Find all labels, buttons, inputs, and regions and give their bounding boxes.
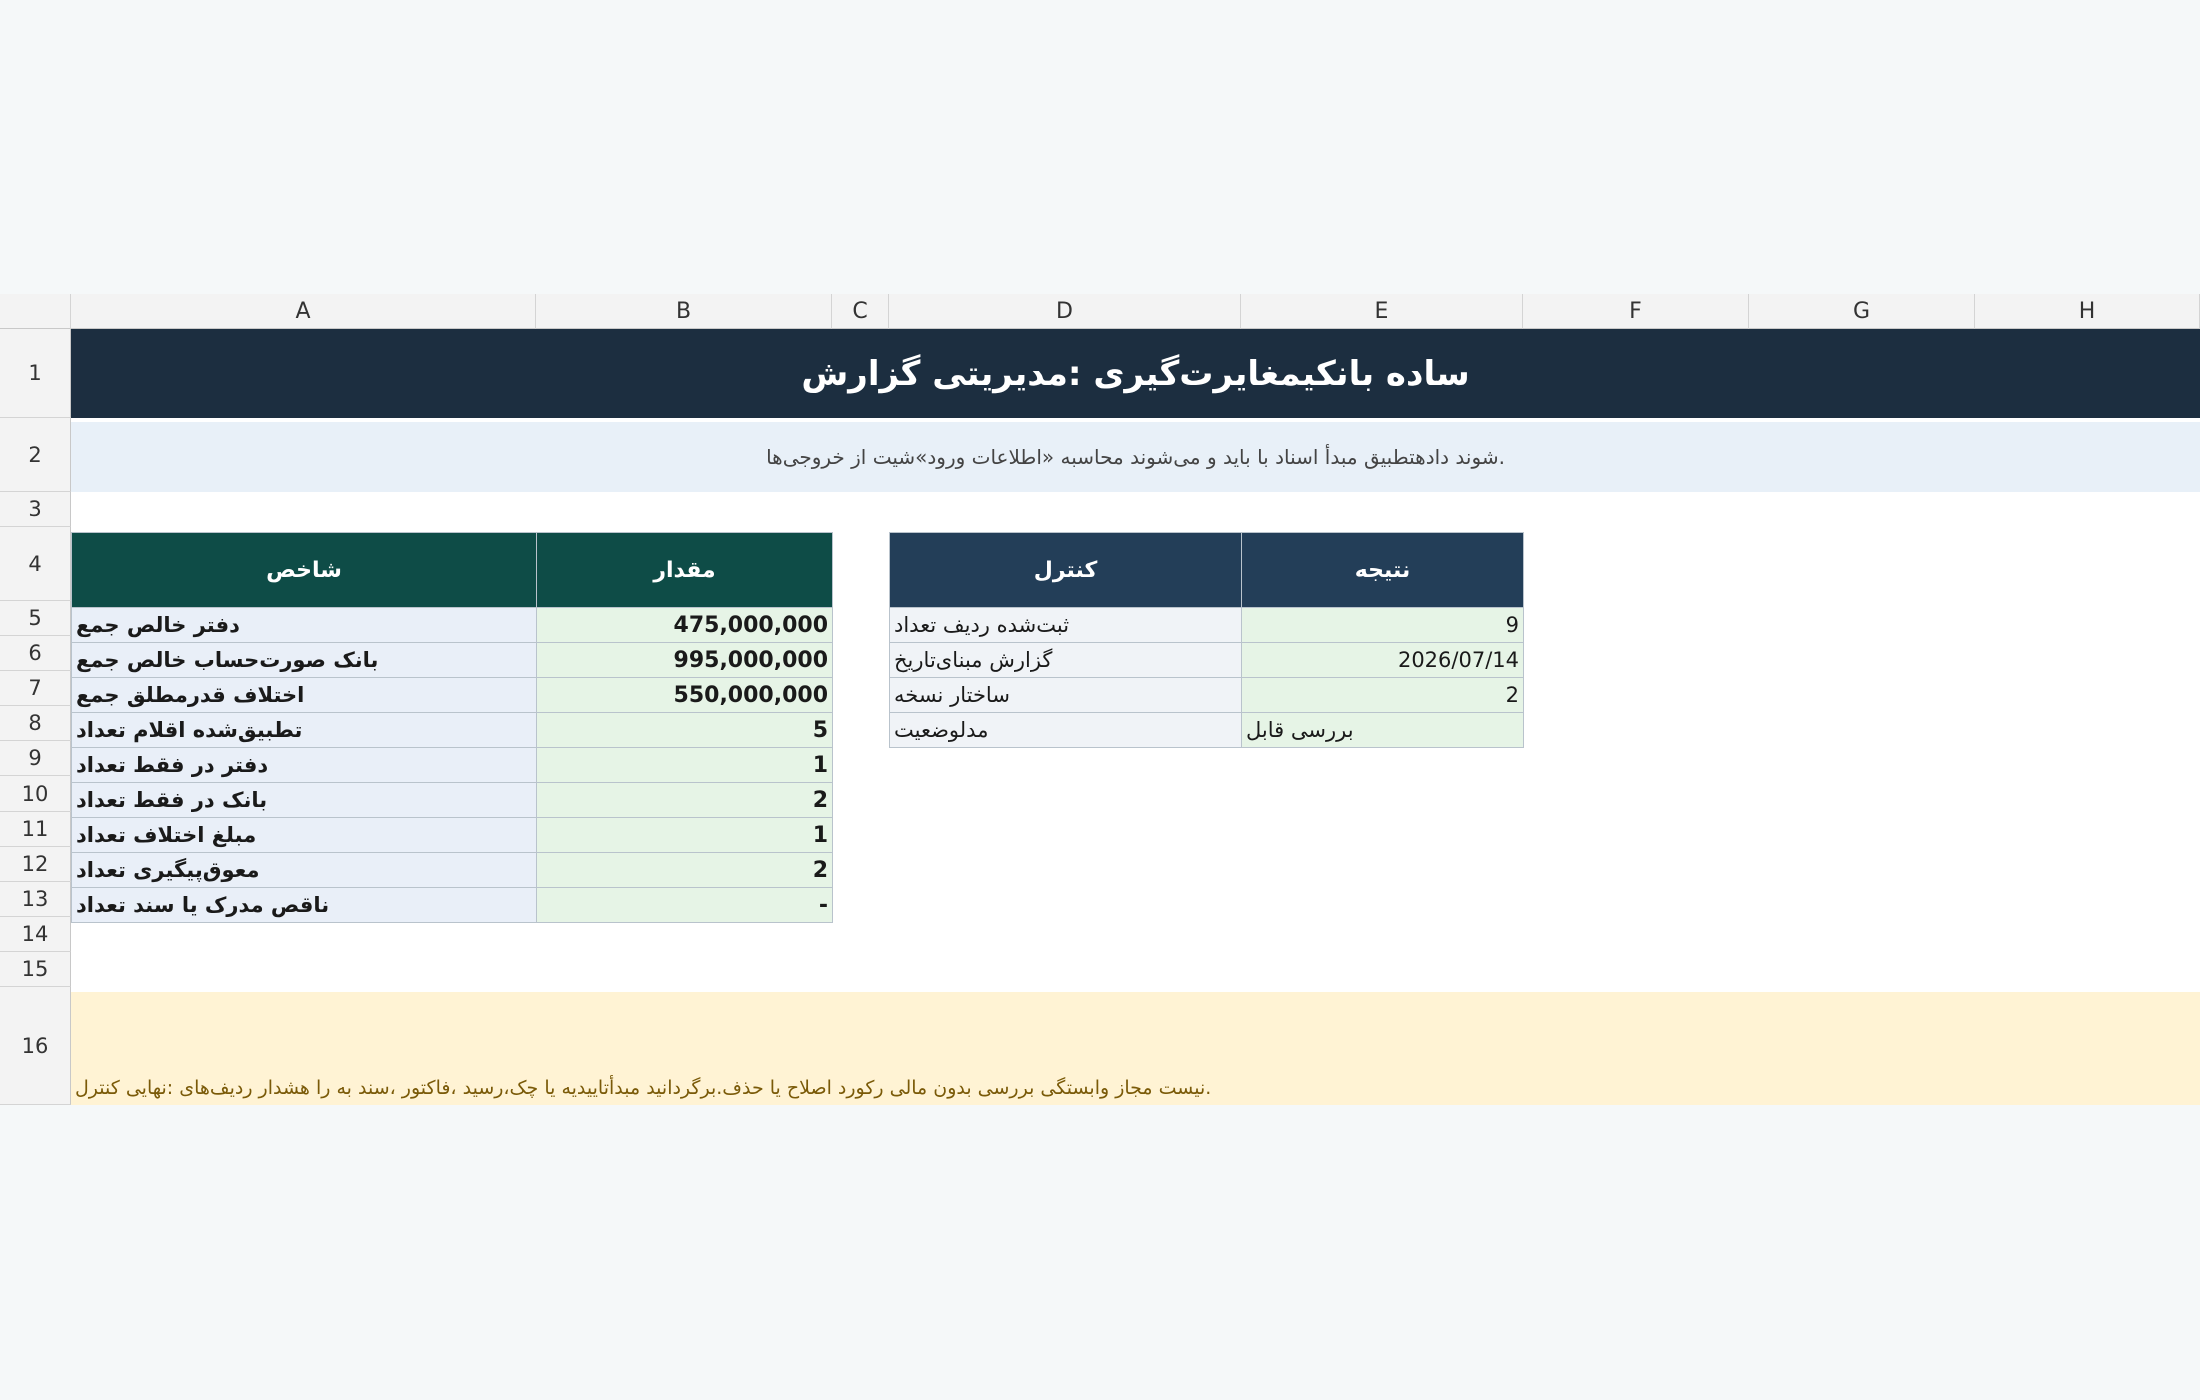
report-title: ساده بانکیمغایرت‌گیری :مدیریتی گزارش — [71, 329, 2200, 418]
row-header-4[interactable]: 4 — [0, 527, 71, 601]
kpi-value-cell[interactable]: 2 — [536, 852, 833, 888]
row-header-9[interactable]: 9 — [0, 741, 71, 776]
kpi-value-cell[interactable]: 5 — [536, 712, 833, 748]
column-header-b[interactable]: B — [536, 294, 832, 329]
control-label-cell[interactable]: ثبت‌شده ردیف تعداد — [889, 607, 1242, 643]
control-label-cell[interactable]: گزارش مبنای‌تاریخ — [889, 642, 1242, 678]
control-value-cell[interactable]: 2 — [1241, 677, 1524, 713]
kpi-value-cell[interactable]: 1 — [536, 747, 833, 783]
spreadsheet — [0, 294, 2200, 1105]
row-header-1[interactable]: 1 — [0, 329, 71, 418]
control-label-cell[interactable]: مدلوضعیت — [889, 712, 1242, 748]
report-subtitle: .شوند دادهتطبیق مبدأ اسناد با باید و می‌شوند محاسبه «اطلاعات ورود»شیت از خروجی‌ها — [71, 422, 2200, 492]
kpi-label-cell[interactable]: تطبیق‌شده اقلام تعداد — [71, 712, 537, 748]
row-header-2[interactable]: 2 — [0, 418, 71, 492]
kpi-label-cell[interactable]: معوق‌پیگیری تعداد — [71, 852, 537, 888]
kpi-value-cell[interactable]: 2 — [536, 782, 833, 818]
kpi-value-cell[interactable]: 475,000,000 — [536, 607, 833, 643]
control-header-label[interactable]: کنترل — [889, 532, 1242, 608]
kpi-value-cell[interactable]: 995,000,000 — [536, 642, 833, 678]
control-value-cell[interactable]: 2026/07/14 — [1241, 642, 1524, 678]
column-header-g[interactable]: G — [1749, 294, 1975, 329]
row-header-6[interactable]: 6 — [0, 636, 71, 671]
kpi-value-cell[interactable]: - — [536, 887, 833, 923]
footer-note: .نیست مجاز وابستگی بررسی بدون مالی رکورد اصلاح یا حذف.برگردانید مبدأتاییدیه یا چک،رسید ،فاکتور ،سند به را هشدار ردیف‌های :نهایی کنترل — [75, 1077, 1212, 1099]
row-header-7[interactable]: 7 — [0, 671, 71, 706]
column-header-a[interactable]: A — [71, 294, 536, 329]
row-header-8[interactable]: 8 — [0, 706, 71, 741]
row-header-5[interactable]: 5 — [0, 601, 71, 636]
control-value-cell[interactable]: 9 — [1241, 607, 1524, 643]
kpi-value-cell[interactable]: 1 — [536, 817, 833, 853]
control-label-cell[interactable]: ساختار نسخه — [889, 677, 1242, 713]
column-header-h[interactable]: H — [1975, 294, 2200, 329]
kpi-label-cell[interactable]: بانک صورت‌حساب خالص جمع — [71, 642, 537, 678]
kpi-value-cell[interactable]: 550,000,000 — [536, 677, 833, 713]
footer-note-band — [71, 992, 2200, 1105]
kpi-label-cell[interactable]: دفتر در فقط تعداد — [71, 747, 537, 783]
column-header-e[interactable]: E — [1241, 294, 1523, 329]
control-header-value[interactable]: نتیجه — [1241, 532, 1524, 608]
row-header-11[interactable]: 11 — [0, 812, 71, 847]
row-header-16[interactable]: 16 — [0, 987, 71, 1105]
kpi-label-cell[interactable]: مبلغ اختلاف تعداد — [71, 817, 537, 853]
kpi-header-label[interactable]: شاخص — [71, 532, 537, 608]
kpi-label-cell[interactable]: اختلاف قدرمطلق جمع — [71, 677, 537, 713]
column-header-d[interactable]: D — [889, 294, 1241, 329]
kpi-label-cell[interactable]: ناقص مدرک یا سند تعداد — [71, 887, 537, 923]
kpi-label-cell[interactable]: دفتر خالص جمع — [71, 607, 537, 643]
kpi-header-value[interactable]: مقدار — [536, 532, 833, 608]
row-header-14[interactable]: 14 — [0, 917, 71, 952]
kpi-label-cell[interactable]: بانک در فقط تعداد — [71, 782, 537, 818]
column-header-c[interactable]: C — [832, 294, 889, 329]
row-header-12[interactable]: 12 — [0, 847, 71, 882]
row-header-13[interactable]: 13 — [0, 882, 71, 917]
column-header-f[interactable]: F — [1523, 294, 1749, 329]
row-header-10[interactable]: 10 — [0, 776, 71, 812]
row-header-3[interactable]: 3 — [0, 492, 71, 527]
control-value-cell[interactable]: بررسی قابل — [1241, 712, 1524, 748]
row-header-15[interactable]: 15 — [0, 952, 71, 987]
select-all-corner[interactable] — [0, 294, 71, 329]
